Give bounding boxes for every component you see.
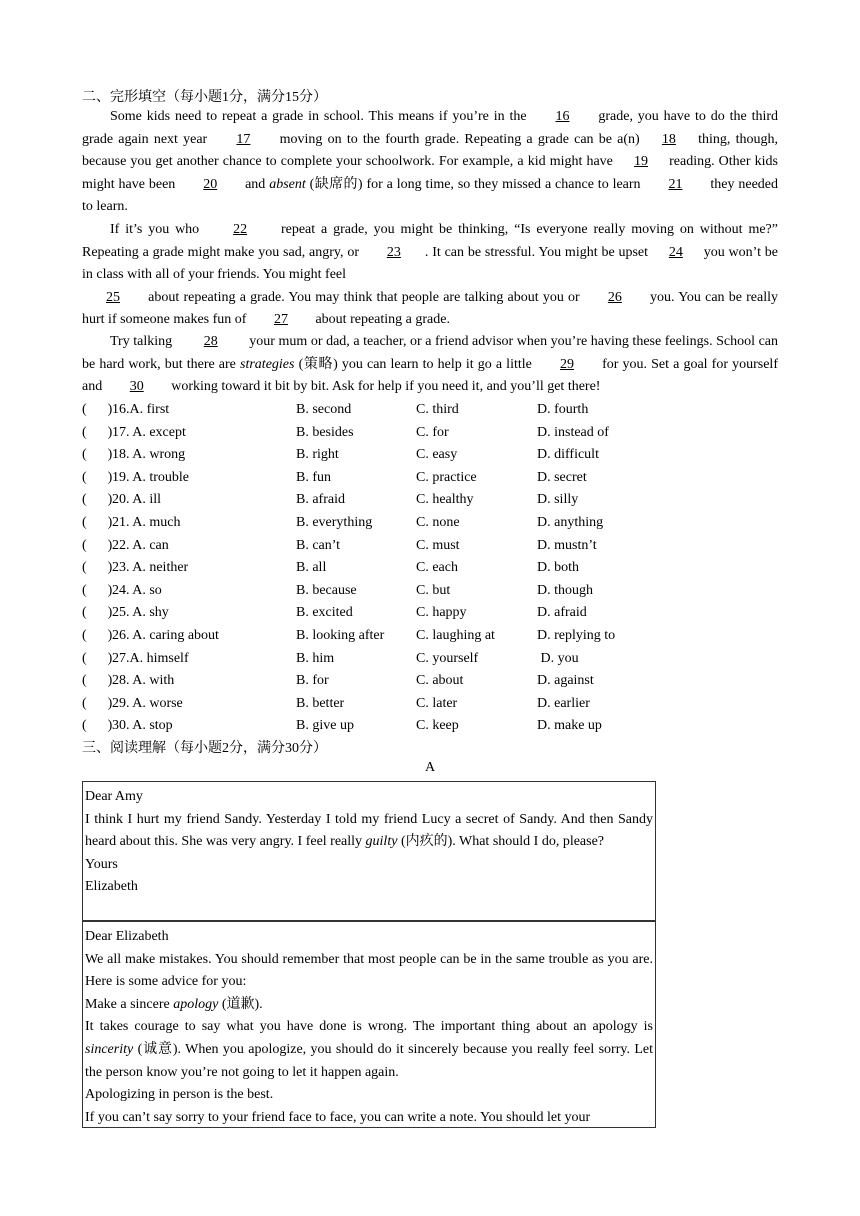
letter-signature: Elizabeth	[85, 879, 138, 895]
option-b: B. afraid	[296, 492, 345, 508]
option-b: B. give up	[296, 718, 354, 734]
option-c: C. but	[416, 582, 451, 598]
blank-21: 21	[668, 176, 683, 192]
question-row	[82, 693, 782, 716]
option-d: D. though	[537, 582, 593, 598]
option-a: 26. A. caring about	[112, 627, 219, 643]
blank-23: 23	[386, 244, 401, 260]
answer-paren: ( )	[82, 582, 113, 598]
option-b: B. looking after	[296, 627, 385, 643]
reply-greeting: Dear Elizabeth	[85, 929, 169, 944]
option-c: C. about	[416, 673, 464, 689]
option-c: C. easy	[416, 447, 458, 463]
option-a: 20. A. ill	[112, 492, 162, 508]
option-c: C. healthy	[416, 492, 474, 508]
question-row	[82, 422, 782, 445]
blank-30: 30	[129, 379, 144, 395]
blank-16: 16	[555, 109, 570, 124]
answer-paren: ( )	[82, 402, 113, 417]
option-d: D. instead of	[537, 424, 609, 440]
option-a: 19. A. trouble	[112, 469, 189, 485]
blank-22: 22	[233, 222, 248, 237]
letter-body: I think I hurt my friend Sandy. Yesterday I told my friend Lucy a secret of Sandy. And then Sandy heard about this. She was very angry. I feel really guilty (内疚的). What should I do, please?	[85, 811, 653, 850]
option-c: C. laughing at	[416, 627, 495, 643]
option-a: 27.A. himself	[112, 650, 189, 666]
question-row	[82, 512, 782, 535]
question-row	[82, 444, 782, 467]
option-a: 23. A. neither	[112, 560, 189, 576]
answer-paren: ( )	[82, 650, 113, 666]
cloze-paragraph-2: If it’s you who 22 repeat a grade, you might be thinking, “Is everyone really moving on without me?” Repeating a grade might make you sad, angry, or 23 . It can be stressful. You might be upset 24 you won’t be in class with all of your friends. You might feel 25 about repeating a grade. You may think that people are talking about you or 26 you. You can be really hurt if someone makes fun of 27 about repeating a grade.	[82, 219, 778, 332]
option-a: 18. A. wrong	[112, 447, 186, 463]
option-b: B. excited	[296, 605, 353, 621]
blank-28: 28	[203, 334, 218, 349]
option-c: C. must	[416, 537, 460, 553]
option-b: B. can’t	[296, 537, 341, 553]
option-d: D. anything	[537, 514, 604, 530]
option-c: C. keep	[416, 718, 459, 734]
option-d: D. difficult	[537, 447, 599, 463]
reply-line-3: It takes courage to say what you have done is wrong. The important thing about an apology is sincerity (诚意). When you apologize, you should do it sincerely because you really feel sorry. Let the person know you’re not going to let it happen again.	[85, 1019, 653, 1080]
option-a: 29. A. worse	[112, 695, 183, 711]
reply-line-5: If you can’t say sorry to your friend face to face, you can write a note. You should let your	[85, 1109, 591, 1125]
question-row	[82, 557, 782, 580]
answer-paren: ( )	[82, 469, 113, 485]
answer-paren: ( )	[82, 560, 113, 576]
option-a: 22. A. can	[112, 537, 169, 553]
option-d: D. silly	[537, 492, 579, 508]
blank-29: 29	[559, 356, 574, 372]
word-absent: absent	[269, 176, 306, 192]
option-a: 17. A. except	[112, 424, 186, 440]
question-row	[82, 648, 782, 671]
blank-19: 19	[634, 154, 648, 170]
option-b: B. right	[296, 447, 339, 463]
option-c: C. each	[416, 560, 458, 576]
option-b: B. second	[296, 402, 352, 417]
option-d: D. against	[537, 673, 594, 689]
question-row	[82, 625, 782, 648]
blank-25: 25	[106, 289, 120, 305]
cloze-paragraph-1: Some kids need to repeat a grade in school. This means if you’re in the 16 grade, you have to do the third grade again next year 17 moving on to the fourth grade. Repeating a grade can be a(n) 18 thing, though, because you get another chance to complete your schoolwork. For example, a kid might have 19 reading. Other kids might have been 20 and absent (缺席的) for a long time, so they missed a chance to learn 21 they needed to learn.	[82, 106, 778, 219]
letter-reply	[82, 921, 656, 1128]
option-d: D. fourth	[537, 402, 589, 417]
option-c: C. yourself	[416, 650, 479, 666]
answer-paren: ( )	[82, 627, 113, 643]
letter-from-elizabeth	[82, 781, 656, 921]
section-3-title: 三、阅读理解（每小题2分，满分30分）	[82, 741, 327, 756]
answer-paren: ( )	[82, 514, 113, 530]
option-b: B. besides	[296, 424, 354, 440]
option-b: B. him	[296, 650, 335, 666]
option-d: D. earlier	[537, 695, 590, 711]
option-b: B. everything	[296, 514, 373, 530]
cloze-paragraph-3: Try talking 28 your mum or dad, a teacher, or a friend advisor when you’re having these feelings. School can be hard work, but there are strategies (策略) you can learn to help it go a little 29 for you. Set a goal for yourself and 30 working toward it bit by bit. Ask for help if you need it, and you’ll get there!	[82, 331, 778, 399]
option-d: D. you	[537, 650, 579, 666]
answer-paren: ( )	[82, 673, 113, 689]
letter-greeting: Dear Amy	[85, 789, 143, 804]
option-c: C. for	[416, 424, 449, 440]
word-sincerity: sincerity	[85, 1041, 134, 1057]
option-a: 21. A. much	[112, 514, 181, 530]
section-2-title: 二、完形填空（每小题1分，满分15分）	[82, 90, 327, 105]
question-row	[82, 489, 782, 512]
answer-paren: ( )	[82, 492, 113, 508]
blank-24: 24	[668, 244, 683, 260]
option-b: B. because	[296, 582, 357, 598]
answer-paren: ( )	[82, 605, 113, 621]
answer-paren: ( )	[82, 695, 113, 711]
option-a: 24. A. so	[112, 582, 162, 598]
option-a: 25. A. shy	[112, 605, 169, 621]
word-strategies: strategies	[240, 356, 295, 372]
question-row	[82, 602, 782, 625]
option-b: B. for	[296, 673, 329, 689]
option-b: B. better	[296, 695, 345, 711]
blank-20: 20	[203, 176, 218, 192]
word-guilty: guilty	[365, 834, 398, 850]
option-c: C. happy	[416, 605, 467, 621]
answer-paren: ( )	[82, 537, 113, 553]
passage-label: A	[424, 760, 436, 775]
letter-closing: Yours	[85, 856, 118, 872]
answer-paren: ( )	[82, 718, 113, 734]
question-row	[82, 399, 782, 422]
answer-paren: ( )	[82, 447, 113, 463]
option-d: D. afraid	[537, 605, 587, 621]
option-d: D. both	[537, 560, 579, 576]
question-row	[82, 535, 782, 558]
option-c: C. practice	[416, 469, 477, 485]
answer-options	[82, 399, 782, 738]
option-a: 28. A. with	[112, 673, 175, 689]
option-c: C. later	[416, 695, 458, 711]
option-c: C. third	[416, 402, 459, 417]
word-apology: apology	[173, 996, 219, 1012]
option-b: B. fun	[296, 469, 331, 485]
blank-18: 18	[661, 131, 676, 147]
blank-26: 26	[607, 289, 622, 305]
option-b: B. all	[296, 560, 327, 576]
option-a: 30. A. stop	[112, 718, 173, 734]
question-row	[82, 580, 782, 603]
question-row	[82, 467, 782, 490]
option-d: D. secret	[537, 469, 587, 485]
reply-line-4: Apologizing in person is the best.	[85, 1087, 274, 1103]
option-a: 16.A. first	[112, 402, 170, 417]
option-c: C. none	[416, 514, 460, 530]
answer-paren: ( )	[82, 424, 113, 440]
blank-27: 27	[273, 312, 288, 328]
reply-line-2: Make a sincere apology (道歉).	[85, 996, 263, 1012]
question-row	[82, 670, 782, 693]
reply-line-1: We all make mistakes. You should remember that most people can be in the same trouble as you are. Here is some advice for you:	[85, 951, 653, 990]
option-d: D. replying to	[537, 627, 616, 643]
blank-17: 17	[236, 131, 251, 147]
option-d: D. mustn’t	[537, 537, 597, 553]
option-d: D. make up	[537, 718, 602, 734]
question-row	[82, 715, 782, 738]
